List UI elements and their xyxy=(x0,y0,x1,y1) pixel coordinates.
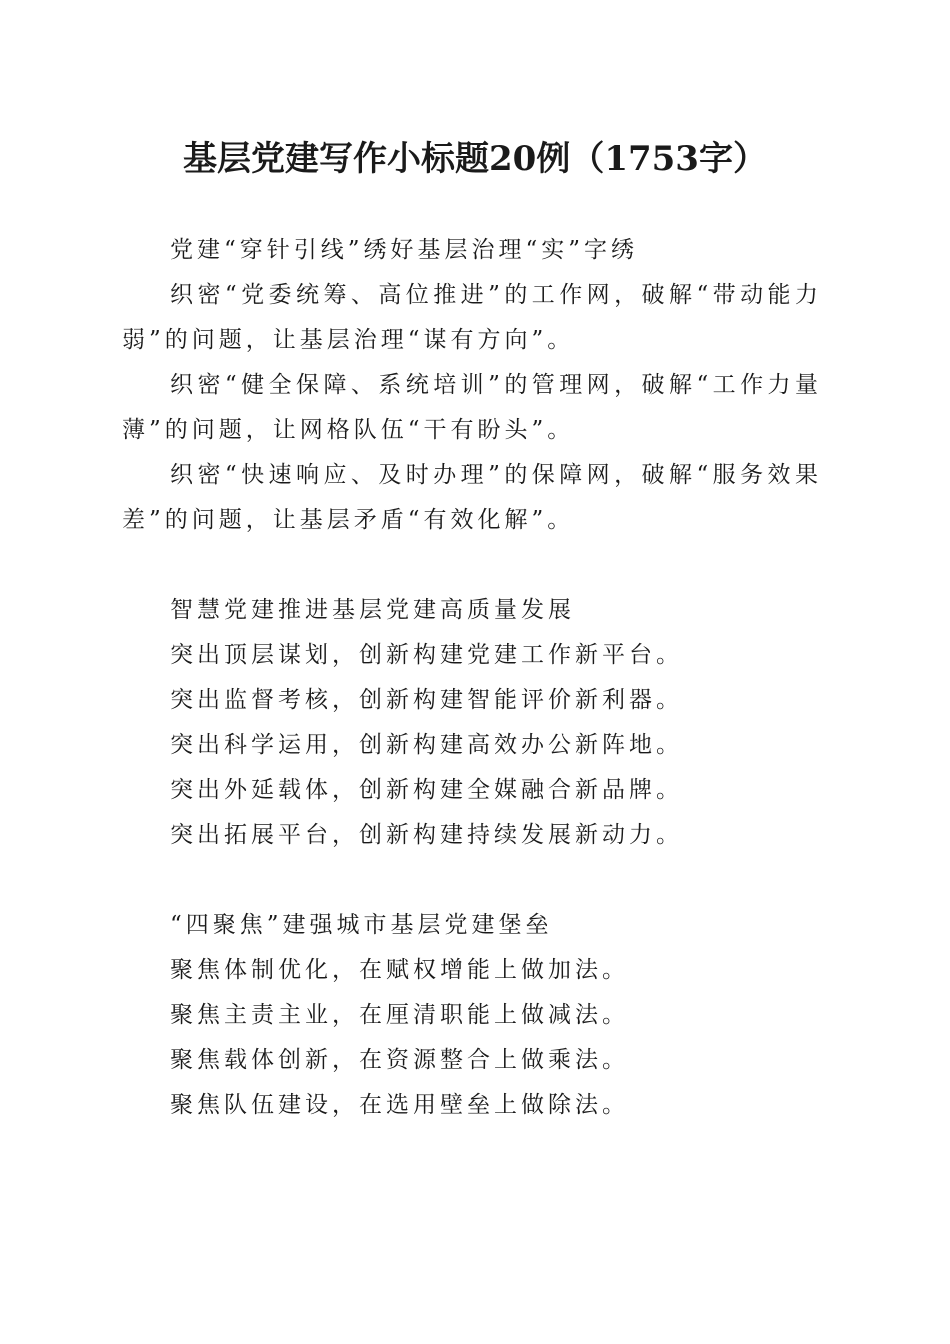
section-item: 织密“党委统筹、高位推进”的工作网，破解“带动能力弱”的问题，让基层治理“谋有方向”。 xyxy=(122,282,822,353)
section-item: 突出科学运用，创新构建高效办公新阵地。 xyxy=(170,732,683,758)
section-item: 织密“健全保障、系统培训”的管理网，破解“工作力量薄”的问题，让网格队伍“干有盼头”。 xyxy=(122,372,822,443)
section-item: 聚焦主责主业，在厘清职能上做减法。 xyxy=(170,1002,629,1028)
document-body xyxy=(122,228,822,1128)
section-item: 突出顶层谋划，创新构建党建工作新平台。 xyxy=(170,642,683,668)
section-item: 织密“快速响应、及时办理”的保障网，破解“服务效果差”的问题，让基层矛盾“有效化解”。 xyxy=(122,462,822,533)
section-item: 聚焦载体创新，在资源整合上做乘法。 xyxy=(170,1047,629,1073)
section-item: 聚焦队伍建设，在选用壁垒上做除法。 xyxy=(170,1092,629,1118)
section-2 xyxy=(122,588,822,858)
document-title: 基层党建写作小标题20例（1753字） xyxy=(183,139,767,179)
section-item: 突出拓展平台，创新构建持续发展新动力。 xyxy=(170,822,683,848)
section-item: 聚焦体制优化，在赋权增能上做加法。 xyxy=(170,957,629,983)
section-3 xyxy=(122,903,822,1128)
section-1 xyxy=(122,228,822,543)
section-heading: “四聚焦”建强城市基层党建堡垒 xyxy=(170,912,553,938)
section-heading: 智慧党建推进基层党建高质量发展 xyxy=(170,597,575,623)
section-item: 突出外延载体，创新构建全媒融合新品牌。 xyxy=(170,777,683,803)
section-item: 突出监督考核，创新构建智能评价新利器。 xyxy=(170,687,683,713)
section-heading: 党建“穿针引线”绣好基层治理“实”字绣 xyxy=(170,237,639,263)
